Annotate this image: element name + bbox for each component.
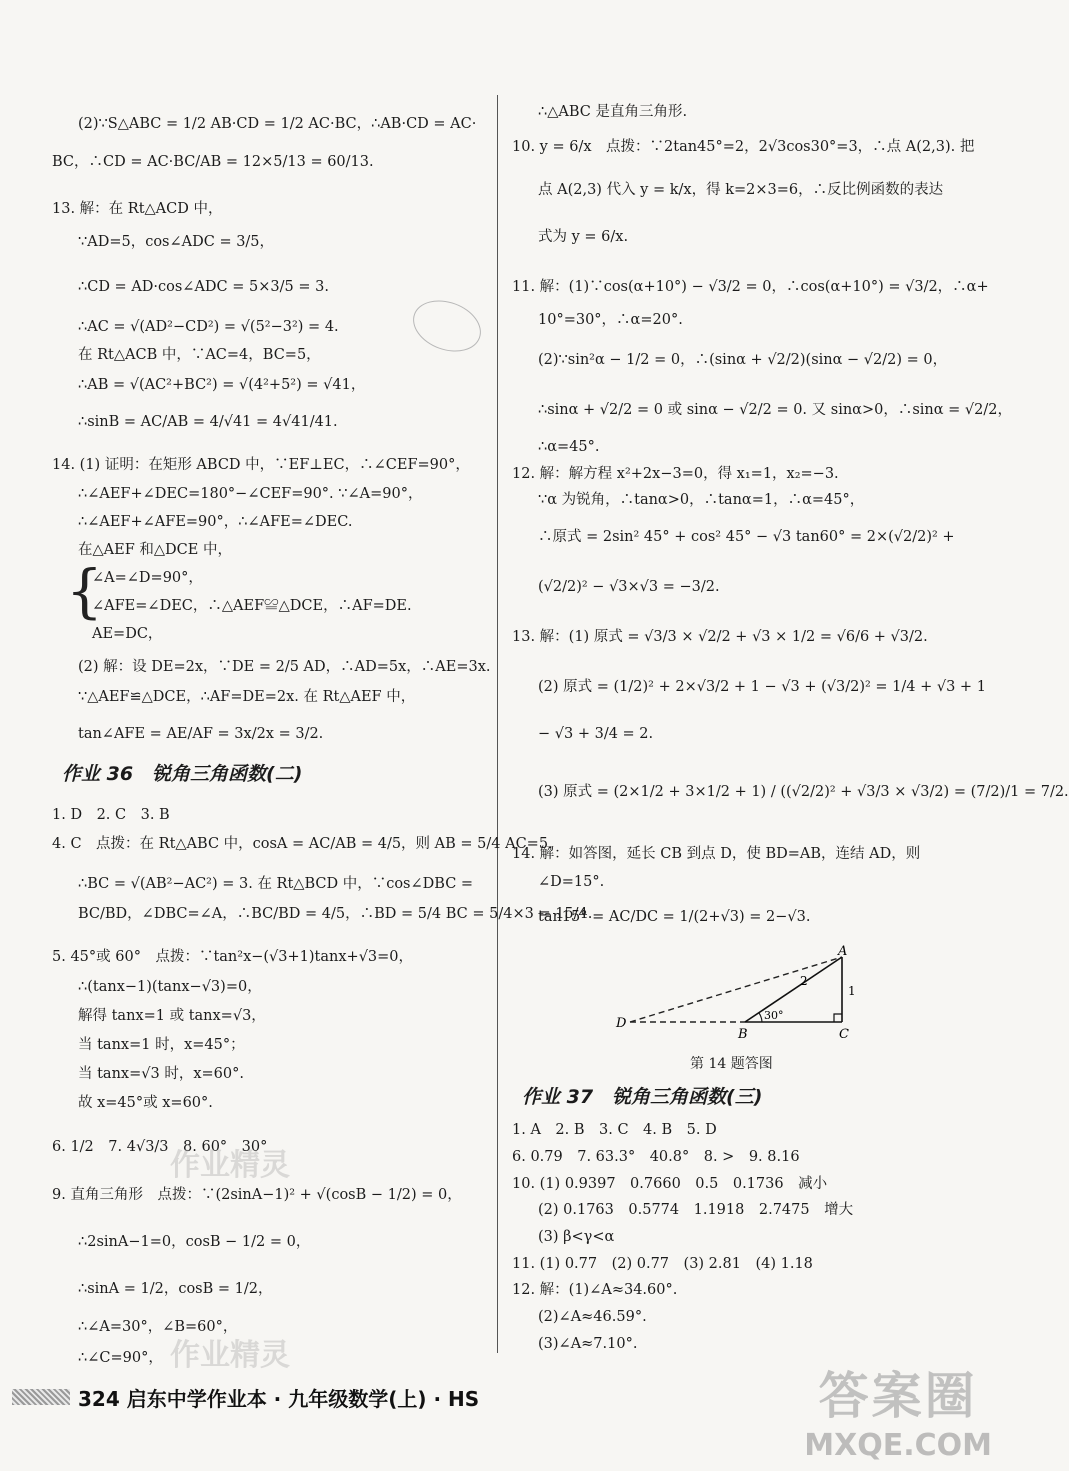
- text-line: ∠A=∠D=90°，: [92, 570, 203, 586]
- right-angle-mark: [834, 1014, 842, 1022]
- text-line: ∠D=15°.: [538, 874, 605, 890]
- section-heading: 作业 36 锐角三角函数(二): [62, 763, 303, 785]
- text-line: AE=DC，: [92, 626, 163, 642]
- text-line: 12. 解：(1)∠A≈34.60°.: [512, 1282, 678, 1298]
- text-line: (3) β<γ<α: [538, 1229, 615, 1245]
- text-line: (2) 解：设 DE=2x，∵DE = 2/5 AD，∴AD=5x，∴AE=3x.: [78, 659, 491, 675]
- text-line: (3) 原式 = (2×1/2 + 3×1/2 + 1) / ((√2/2)² + √3/3 × √3/2) = (7/2)/1 = 7/2.: [538, 784, 1069, 800]
- text-line: 在△AEF 和△DCE 中，: [78, 542, 232, 558]
- text-line: 14. (1) 证明：在矩形 ABCD 中，∵EF⊥EC，∴∠CEF=90°，: [52, 457, 470, 473]
- stamp-mark: [406, 291, 488, 360]
- text-line: ∴原式 = 2sin² 45° + cos² 45° − √3 tan60° = 2×(√2/2)² +: [538, 529, 955, 545]
- section-heading: 作业 37 锐角三角函数(三): [522, 1086, 763, 1108]
- logo-main: 答案圈: [818, 1367, 978, 1425]
- footer-text: 324 启东中学作业本 · 九年级数学(上) · HS: [78, 1386, 480, 1411]
- text-line: (2) 原式 = (1/2)² + 2×√3/2 + 1 − √3 + (√3/2)² = 1/4 + √3 + 1: [538, 679, 986, 695]
- text-line: ∴AC = √(AD²−CD²) = √(5²−3²) = 4.: [78, 319, 339, 335]
- text-line: ∴∠AEF+∠AFE=90°，∴∠AFE=∠DEC.: [78, 514, 353, 530]
- angle-arc: [759, 1013, 762, 1022]
- figure-caption: 第 14 题答图: [690, 1056, 773, 1072]
- text-line: 4. C 点拨：在 Rt△ABC 中，cosA = AC/AB = 4/5，则 AB = 5/4 AC=5，: [52, 836, 563, 852]
- text-line: 6. 0.79 7. 63.3° 40.8° 8. > 9. 8.16: [512, 1149, 800, 1165]
- column-divider: [497, 95, 498, 1353]
- text-line: 10. y = 6/x 点拨：∵2tan45°=2，2√3cos30°=3，∴点 A(2,3). 把: [512, 139, 975, 155]
- text-line: ∴sinA = 1/2，cosB = 1/2，: [78, 1281, 273, 1297]
- text-line: (2)∠A≈46.59°.: [538, 1309, 647, 1325]
- text-line: ∴AB = √(AC²+BC²) = √(4²+5²) = √41，: [78, 377, 366, 393]
- vertex-label-a: A: [838, 944, 848, 959]
- text-line: 10°=30°，∴α=20°.: [538, 312, 683, 328]
- text-line: ∴∠A=30°，∠B=60°，: [78, 1319, 238, 1335]
- text-line: (√2/2)² − √3×√3 = −3/2.: [538, 579, 720, 595]
- text-line: − √3 + 3/4 = 2.: [538, 726, 654, 742]
- text-line: 6. 1/2 7. 4√3/3 8. 60° 30°: [52, 1139, 268, 1155]
- system-brace: {: [66, 557, 103, 625]
- logo-url: MXQE.COM: [804, 1428, 992, 1463]
- text-line: (2)∵sin²α − 1/2 = 0，∴(sinα + √2/2)(sinα − √2/2) = 0，: [538, 352, 948, 368]
- text-line: 在 Rt△ACB 中，∵AC=4，BC=5，: [78, 347, 321, 363]
- text-line: 12. 解：解方程 x²+2x−3=0，得 x₁=1，x₂=−3.: [512, 466, 839, 482]
- text-line: 14. 解：如答图，延长 CB 到点 D，使 BD=AB，连结 AD，则: [512, 846, 921, 862]
- text-line: ∴△ABC 是直角三角形.: [538, 104, 688, 120]
- text-line: ∵α 为锐角，∴tanα>0，∴tanα=1，∴α=45°，: [538, 492, 865, 508]
- text-line: tan∠AFE = AE/AF = 3x/2x = 3/2.: [78, 726, 324, 742]
- vertex-label-c: C: [839, 1027, 849, 1042]
- watermark-logo: [804, 1356, 992, 1463]
- text-line: ∵△AEF≌△DCE，∴AF=DE=2x. 在 Rt△AEF 中，: [78, 689, 416, 705]
- text-line: BC/BD，∠DBC=∠A，∴BC/BD = 4/5，∴BD = 5/4 BC = 5/4×3 = 15/4.: [78, 906, 593, 922]
- vertex-label-b: B: [738, 1027, 748, 1042]
- text-line: ∴∠AEF+∠DEC=180°−∠CEF=90°. ∵∠A=90°，: [78, 486, 423, 502]
- dashed-side-ad: [630, 957, 842, 1022]
- text-line: 当 tanx=√3 时，x=60°.: [78, 1066, 244, 1082]
- text-line: ∴α=45°.: [538, 439, 600, 455]
- text-line: ∴∠C=90°，: [78, 1350, 163, 1366]
- text-line: ∴BC = √(AB²−AC²) = 3. 在 Rt△BCD 中，∵cos∠DBC =: [78, 876, 474, 892]
- text-line: 11. 解：(1)∵cos(α+10°) − √3/2 = 0，∴cos(α+10°) = √3/2，∴α+: [512, 279, 989, 295]
- side-ab: [745, 957, 842, 1022]
- watermark-text: 作业精灵: [170, 1148, 290, 1183]
- text-line: ∵AD=5，cos∠ADC = 3/5，: [78, 234, 275, 250]
- text-line: tan15° = AC/DC = 1/(2+√3) = 2−√3.: [538, 909, 811, 925]
- footer-pattern: [12, 1389, 70, 1405]
- text-line: ∴(tanx−1)(tanx−√3)=0，: [78, 979, 262, 995]
- text-line: (2)∵S△ABC = 1/2 AB·CD = 1/2 AC·BC，∴AB·CD = AC·: [78, 116, 477, 132]
- text-line: ∴CD = AD·cos∠ADC = 5×3/5 = 3.: [78, 279, 329, 295]
- text-line: 解得 tanx=1 或 tanx=√3，: [78, 1008, 266, 1024]
- text-line: ∴sinB = AC/AB = 4/√41 = 4√41/41.: [78, 414, 338, 430]
- text-line: (2) 0.1763 0.5774 1.1918 2.7475 增大: [538, 1202, 854, 1218]
- text-line: 11. (1) 0.77 (2) 0.77 (3) 2.81 (4) 1.18: [512, 1256, 813, 1272]
- text-line: 9. 直角三角形 点拨：∵(2sinA−1)² + √(cosB − 1/2) = 0，: [52, 1187, 462, 1203]
- side-label-ab: 2: [800, 974, 808, 988]
- text-line: ∠AFE=∠DEC，∴△AEF≌△DCE，∴AF=DE.: [92, 598, 412, 614]
- text-line: 5. 45°或 60° 点拨：∵tan²x−(√3+1)tanx+√3=0，: [52, 949, 414, 965]
- text-line: 式为 y = 6/x.: [538, 229, 629, 245]
- vertex-label-d: D: [616, 1016, 627, 1031]
- text-line: 当 tanx=1 时，x=45°；: [78, 1037, 245, 1053]
- text-line: 1. A 2. B 3. C 4. B 5. D: [512, 1122, 717, 1138]
- text-line: ∴2sinA−1=0，cosB − 1/2 = 0，: [78, 1234, 311, 1250]
- angle-label: 30°: [764, 1009, 784, 1022]
- page-footer: [12, 1380, 479, 1414]
- text-line: BC，∴CD = AC·BC/AB = 12×5/13 = 60/13.: [52, 154, 374, 170]
- text-line: 1. D 2. C 3. B: [52, 807, 170, 823]
- text-line: 13. 解：在 Rt△ACD 中，: [52, 201, 223, 217]
- text-line: 故 x=45°或 x=60°.: [78, 1095, 213, 1111]
- text-line: 点 A(2,3) 代入 y = k/x，得 k=2×3=6，∴反比例函数的表达: [538, 182, 944, 198]
- watermark-text: 作业精灵: [170, 1338, 290, 1373]
- text-line: 10. (1) 0.9397 0.7660 0.5 0.1736 减小: [512, 1176, 828, 1192]
- side-label-ac: 1: [848, 984, 856, 998]
- text-line: 13. 解：(1) 原式 = √3/3 × √2/2 + √3 × 1/2 = √6/6 + √3/2.: [512, 629, 928, 645]
- text-line: (3)∠A≈7.10°.: [538, 1336, 638, 1352]
- text-line: ∴sinα + √2/2 = 0 或 sinα − √2/2 = 0. 又 sinα>0，∴sinα = √2/2，: [538, 402, 1012, 418]
